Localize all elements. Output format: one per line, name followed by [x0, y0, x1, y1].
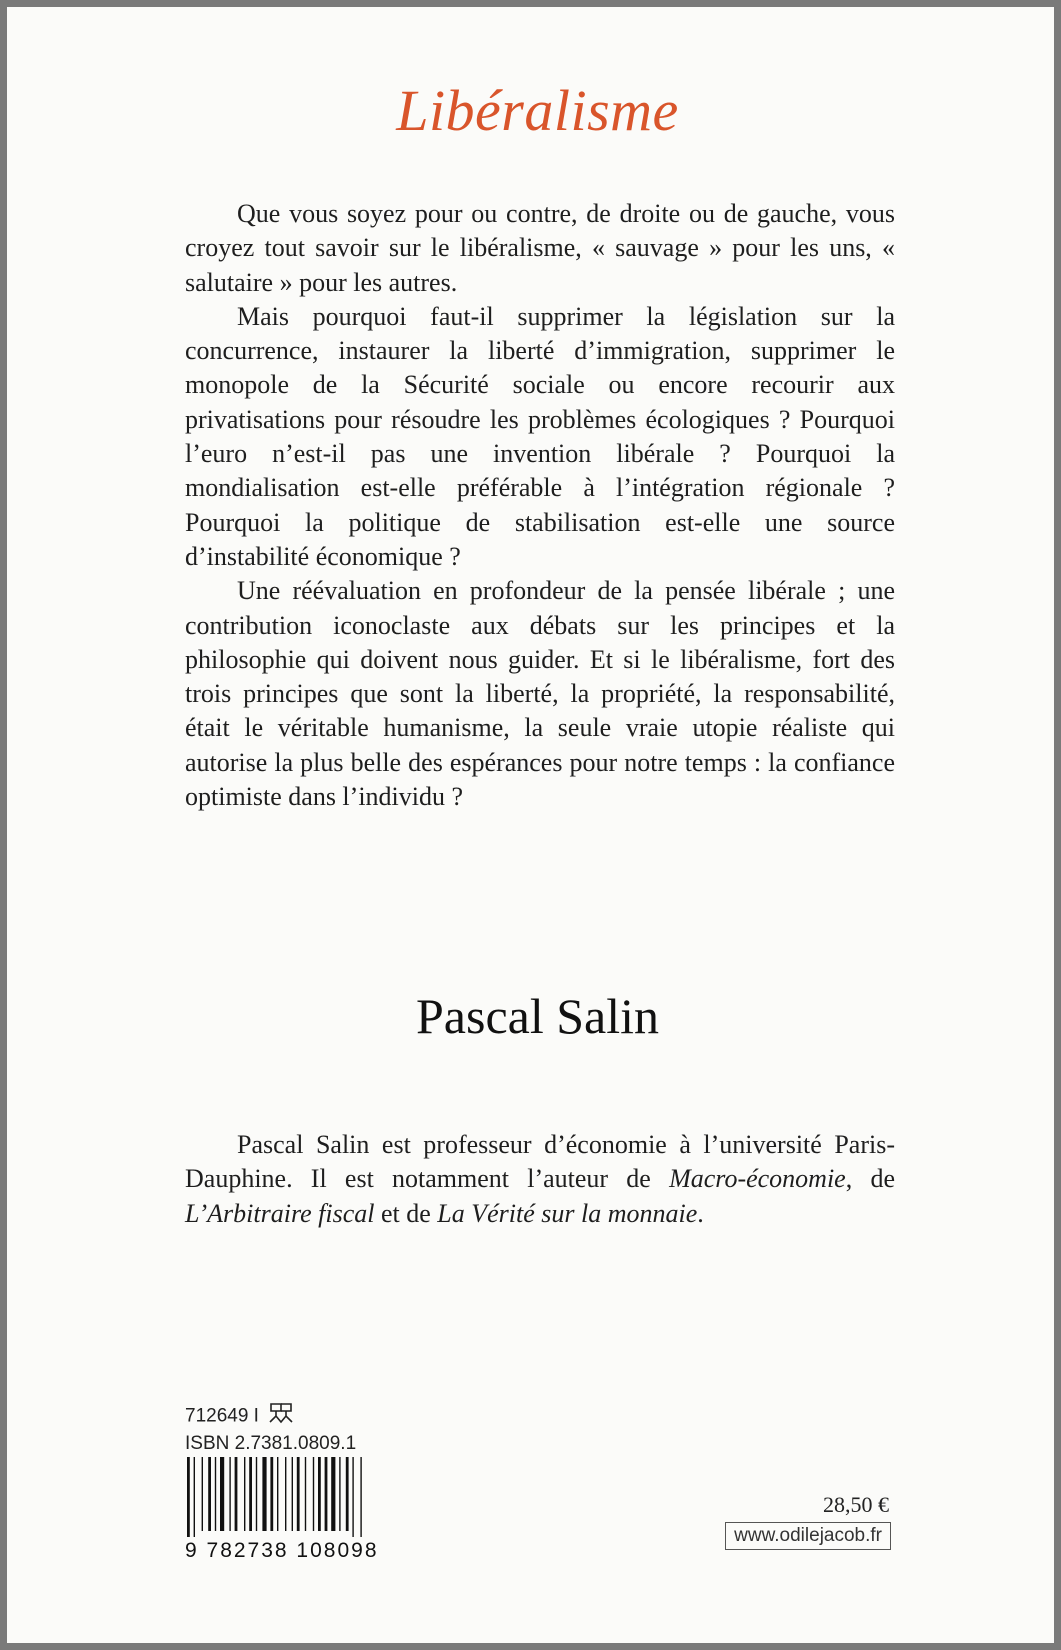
blurb — [185, 197, 895, 814]
blurb-paragraph: Une réévaluation en profondeur de la pensée libérale ; une contribution iconoclaste aux débats sur les principes et la philosophie qui doivent nous guider. Et si le libéralisme, fort des trois principes que sont la liberté, la propriété, la responsabilité, était le véritable humanisme, la seule vraie utopie réaliste qui autorise la plus belle des espérances pour notre temps : la confiance optimiste dans l’individu ? — [185, 576, 895, 812]
bio-text: Pascal Salin est professeur d’économie à l’université Paris-Dauphine. Il est notamment l’auteur de — [185, 1130, 895, 1194]
bio-text: . — [697, 1198, 704, 1228]
barcode-bar — [352, 1457, 353, 1537]
bio-text: et de — [374, 1198, 438, 1228]
author-name: Pascal Salin — [415, 988, 660, 1044]
author-bio — [185, 1128, 895, 1231]
barcode-bar — [285, 1457, 286, 1531]
isbn: ISBN 2.7381.0809.1 — [185, 1433, 357, 1454]
book-title: Libéralisme — [396, 78, 679, 143]
barcode-bar — [202, 1457, 203, 1531]
barcode-bar — [292, 1457, 293, 1531]
barcode-icon — [185, 1457, 389, 1537]
book-reference: Macro-économie — [669, 1164, 846, 1194]
barcode-bar — [339, 1457, 340, 1531]
reference-number: 712649 I — [185, 1405, 259, 1427]
barcode-bar — [270, 1457, 273, 1531]
barcode-bar — [256, 1457, 257, 1531]
barcode-bar — [220, 1457, 224, 1531]
barcode-bar — [262, 1457, 266, 1531]
barcode-bar — [305, 1457, 306, 1531]
barcode-bar — [229, 1457, 230, 1531]
barcode-bar — [249, 1457, 252, 1531]
barcode-bar — [313, 1457, 314, 1531]
publication-codes — [185, 1402, 356, 1456]
barcode-bar — [325, 1457, 328, 1531]
blurb-paragraph: Que vous soyez pour ou contre, de droite ou de gauche, vous croyez tout savoir sur le libéralisme, « sauvage » pour les uns, « salutaire » pour les autres. — [185, 199, 895, 297]
book-reference: L’Arbitraire fiscal — [185, 1198, 375, 1228]
barcode — [185, 1457, 389, 1563]
bio-text: , de — [845, 1164, 896, 1194]
barcode-bar — [187, 1457, 190, 1537]
barcode-bar — [244, 1457, 245, 1531]
barcode-bar — [235, 1457, 238, 1531]
website-link[interactable]: www.odilejacob.fr — [725, 1522, 891, 1550]
barcode-bar — [318, 1457, 321, 1531]
barcode-bar — [297, 1457, 300, 1531]
price: 28,50 € — [823, 1492, 889, 1517]
barcode-bar — [194, 1457, 195, 1537]
barcode-number: 9 782738 108098 — [185, 1539, 379, 1562]
blurb-paragraph: Mais pourquoi faut-il supprimer la législation sur la concurrence, instaurer la liberté d’immigration, supprimer le monopole de la Sécurité sociale ou encore recourir aux privatisations pour résoudre les problèmes écologiques ? Pourquoi l’euro n’est-il pas une invention libérale ? Pourquoi la mondialisation est-elle préférable à l’intégration régionale ? Pourquoi la politique de stabilisation est-elle une source d’instabilité économique ? — [185, 301, 895, 571]
barcode-bar — [215, 1457, 216, 1531]
barcode-bar — [360, 1457, 361, 1537]
barcode-bar — [346, 1457, 349, 1531]
book-reference: La Vérité sur la monnaie — [437, 1198, 698, 1228]
reference-line — [185, 1402, 356, 1431]
publisher-logo-icon — [268, 1402, 294, 1431]
barcode-bar — [208, 1457, 211, 1531]
author-bio-text — [185, 1128, 895, 1231]
barcode-bar — [331, 1457, 335, 1531]
barcode-bar — [277, 1457, 278, 1531]
